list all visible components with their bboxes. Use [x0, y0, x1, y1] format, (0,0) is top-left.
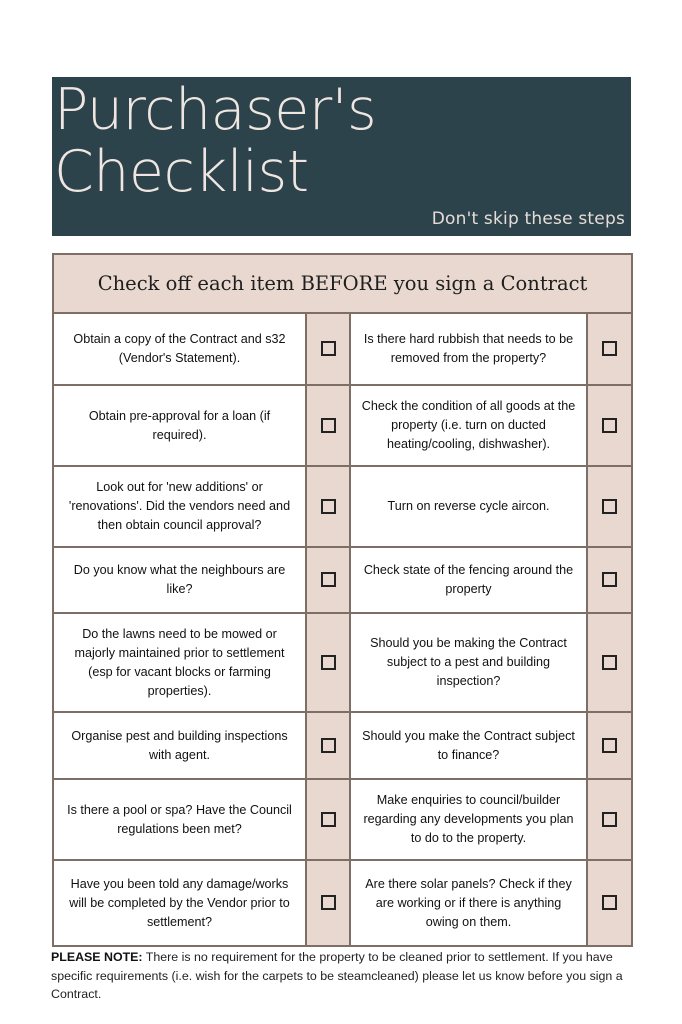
checkbox[interactable]	[602, 572, 617, 587]
item-text: Turn on reverse cycle aircon.	[350, 466, 587, 547]
table-row	[53, 385, 632, 466]
table-row	[53, 613, 632, 712]
checkbox-cell[interactable]	[306, 385, 350, 466]
title-line-2: Checklist	[54, 139, 309, 205]
item-text: Should you be making the Contract subject to a pest and building inspection?	[350, 613, 587, 712]
item-text: Do you know what the neighbours are like?	[53, 547, 306, 613]
checkbox[interactable]	[602, 655, 617, 670]
item-text: Check the condition of all goods at the property (i.e. turn on ducted heating/cooling, dishwasher).	[350, 385, 587, 466]
checklist-heading: Check off each item BEFORE you sign a Contract	[53, 254, 632, 313]
checkbox-cell[interactable]	[587, 385, 632, 466]
item-text: Look out for 'new additions' or 'renovations'. Did the vendors need and then obtain council approval?	[53, 466, 306, 547]
item-text: Are there solar panels? Check if they are working or if there is anything owing on them.	[350, 860, 587, 946]
checklist-table	[52, 253, 633, 947]
note-text: There is no requirement for the property to be cleaned prior to settlement. If you have specific requirements (i.e. wish for the carpets to be steamcleaned) please let us know before you sign a Contract.	[51, 950, 623, 1001]
checkbox[interactable]	[602, 895, 617, 910]
checkbox-cell[interactable]	[306, 466, 350, 547]
checkbox[interactable]	[321, 418, 336, 433]
item-text: Organise pest and building inspections with agent.	[53, 712, 306, 779]
checkbox-cell[interactable]	[587, 860, 632, 946]
checkbox[interactable]	[602, 499, 617, 514]
page-title	[54, 79, 376, 203]
title-line-1: Purchaser's	[54, 77, 377, 143]
checkbox-cell[interactable]	[587, 313, 632, 385]
table-row	[53, 779, 632, 860]
subtitle: Don't skip these steps	[431, 209, 625, 229]
item-text: Is there a pool or spa? Have the Council regulations been met?	[53, 779, 306, 860]
checkbox[interactable]	[321, 572, 336, 587]
checkbox-cell[interactable]	[306, 779, 350, 860]
item-text: Is there hard rubbish that needs to be removed from the property?	[350, 313, 587, 385]
checkbox-cell[interactable]	[587, 613, 632, 712]
checkbox[interactable]	[321, 499, 336, 514]
checkbox-cell[interactable]	[306, 547, 350, 613]
checkbox-cell[interactable]	[587, 547, 632, 613]
checkbox[interactable]	[321, 895, 336, 910]
item-text: Obtain a copy of the Contract and s32 (Vendor's Statement).	[53, 313, 306, 385]
please-note	[51, 948, 637, 1004]
checkbox-cell[interactable]	[306, 313, 350, 385]
checkbox-cell[interactable]	[587, 466, 632, 547]
item-text: Make enquiries to council/builder regarding any developments you plan to do to the property.	[350, 779, 587, 860]
table-row	[53, 712, 632, 779]
table-row	[53, 547, 632, 613]
table-row	[53, 860, 632, 946]
checkbox[interactable]	[321, 738, 336, 753]
item-text: Should you make the Contract subject to finance?	[350, 712, 587, 779]
checkbox-cell[interactable]	[306, 860, 350, 946]
checkbox[interactable]	[602, 812, 617, 827]
checkbox[interactable]	[321, 812, 336, 827]
checkbox[interactable]	[602, 738, 617, 753]
item-text: Obtain pre-approval for a loan (if required).	[53, 385, 306, 466]
table-row	[53, 313, 632, 385]
checkbox[interactable]	[321, 655, 336, 670]
item-text: Have you been told any damage/works will be completed by the Vendor prior to settlement?	[53, 860, 306, 946]
title-banner	[52, 77, 631, 236]
checkbox[interactable]	[602, 341, 617, 356]
item-text: Check state of the fencing around the property	[350, 547, 587, 613]
checkbox[interactable]	[321, 341, 336, 356]
item-text: Do the lawns need to be mowed or majorly maintained prior to settlement (esp for vacant blocks or farming properties).	[53, 613, 306, 712]
checkbox-cell[interactable]	[587, 712, 632, 779]
checkbox[interactable]	[602, 418, 617, 433]
checkbox-cell[interactable]	[306, 613, 350, 712]
checkbox-cell[interactable]	[587, 779, 632, 860]
table-row	[53, 466, 632, 547]
note-label: PLEASE NOTE:	[51, 950, 143, 964]
checkbox-cell[interactable]	[306, 712, 350, 779]
